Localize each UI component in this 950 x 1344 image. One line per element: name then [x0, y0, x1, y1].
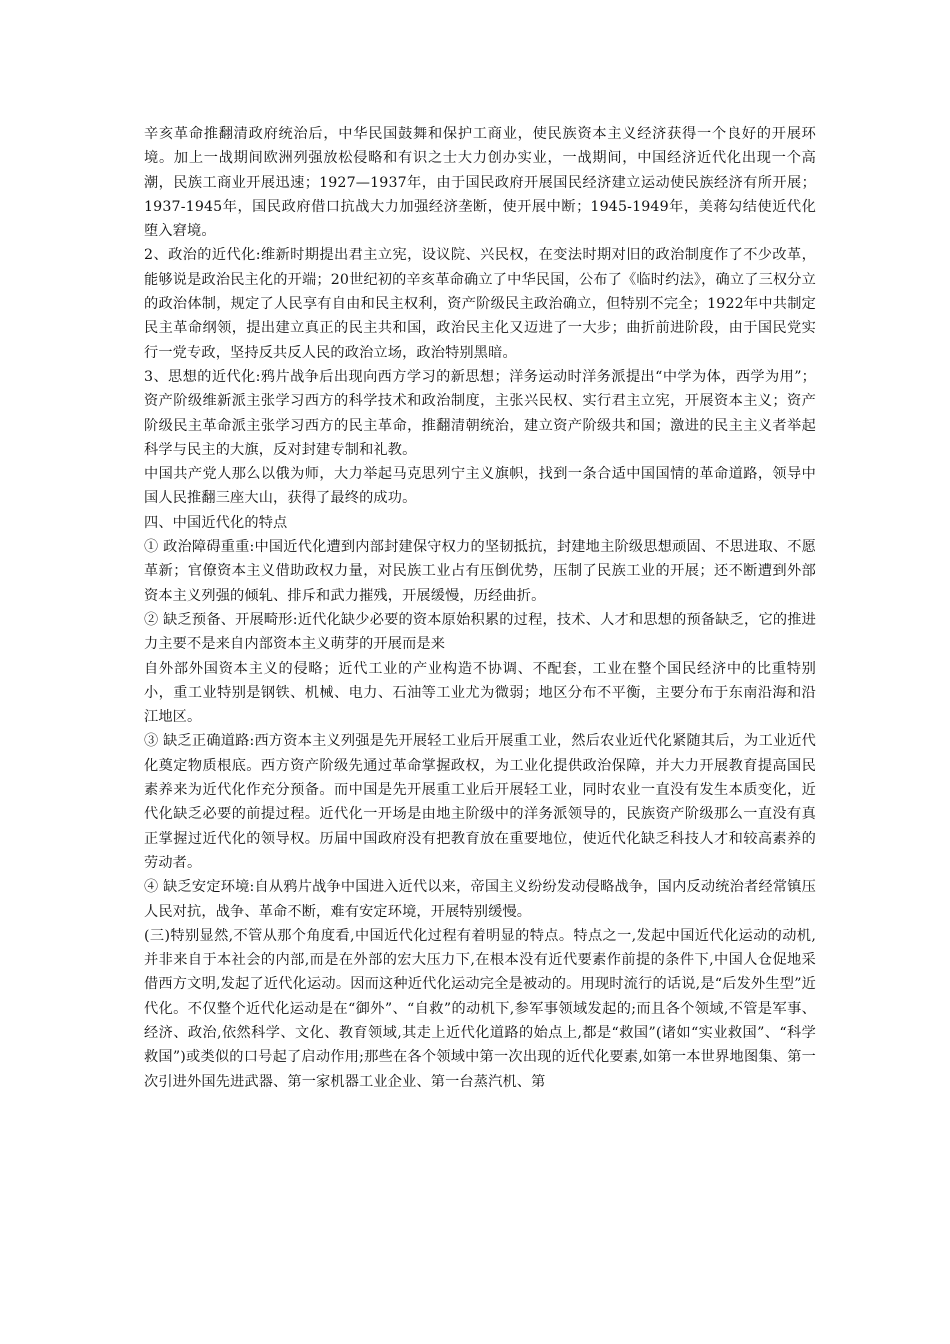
paragraph-political-obstacles: ① 政治障碍重重:中国近代化遭到内部封建保守权力的坚韧抵抗，封建地主阶级思想顽固、不思进取、不愿革新；官僚资本主义借助政权力量，对民族工业占有压倒优势，压制了民族工业的开展；还不断遭到外部资本主义列强的倾轧、排斥和武力摧残，开展缓慢，历经曲折。 — [144, 539, 816, 604]
paragraph-lack-of-preparation: ② 缺乏预备、开展畸形:近代化缺少必要的资本原始积累的过程，技术、人才和思想的预备缺乏，它的推进力主要不是来自内部资本主义萌芽的开展而是来 — [144, 611, 816, 653]
section-heading-characteristics: 四、中国近代化的特点 — [144, 514, 288, 531]
paragraph-communist-party: 中国共产党人那么以俄为师，大力举起马克思列宁主义旗帜，找到一条合适中国国情的革命道路，领导中国人民推翻三座大山，获得了最终的成功。 — [144, 466, 816, 507]
paragraph-political-modernization: 2、政治的近代化:维新时期提出君主立宪，设议院、兴民权，在变法时期对旧的政治制度作了不少改革，能够说是政治民主化的开端；20世纪初的辛亥革命确立了中华民国，公布了《临时约法》，确立了三权分立的政治体制，规定了人民享有自由和民主权利，资产阶级民主政治确立，但特别不完全；1922年中共制定民主革命纲领，提出建立真正的民主共和国，政治民主化又迈进了一大步；曲折前进阶段，由于国民党实行一党专政，坚持反共反人民的政治立场，政治特别黑暗。 — [144, 247, 816, 361]
paragraph-lack-of-correct-path: ③ 缺乏正确道路:西方资本主义列强是先开展轻工业后开展重工业，然后农业近代化紧随其后，为工业近代化奠定物质根底。西方资产阶级先通过革命掌握政权，为工业化提供政治保障，并大力开展教育提高国民素养来为近代化作充分预备。而中国是先开展重工业后开展轻工业，同时农业一直没有发生本质变化，近代化缺乏必要的前提过程。近代化一开场是由地主阶级中的洋务派领导的，民族资产阶级那么一直没有真正掌握过近代化的领导权。历届中国政府没有把教育放在重要地位，使近代化缺乏科技人才和较高素养的劳动者。 — [144, 733, 816, 871]
paragraph-lack-of-stability: ④ 缺乏安定环境:自从鸦片战争中国进入近代以来，帝国主义纷纷发动侵略战争，国内反动统治者经常镇压人民对抗，战争、革命不断，难有安定环境，开展特别缓慢。 — [144, 879, 816, 920]
paragraph-economic-modernization: 辛亥革命推翻清政府统治后，中华民国鼓舞和保护工商业，使民族资本主义经济获得一个良好的开展环境。加上一战期间欧洲列强放松侵略和有识之士大力创办实业，一战期间，中国经济近代化出现一个高潮，民族工商业开展迅速；1927—1937年，由于国民政府开展国民经济建立运动使民族经济有所开展；1937-1945年，国民政府借口抗战大力加强经济垄断，使开展中断；1945-1949年，美蒋勾结使近代化堕入窘境。 — [144, 126, 816, 240]
document-body — [144, 122, 816, 1094]
paragraph-ideological-modernization: 3、思想的近代化:鸦片战争后出现向西方学习的新思想；洋务运动时洋务派提出“中学为体，西学为用”；资产阶级维新派主张学习西方的科学技术和政治制度，主张兴民权、实行君主立宪，开展资本主义；资产阶级民主革命派主张学习西方的民主革命，推翻清朝统治，建立资产阶级共和国；激进的民主主义者举起科学与民主的大旗，反对封建专制和礼教。 — [144, 368, 816, 458]
paragraph-foreign-capital: 自外部外国资本主义的侵略；近代工业的产业构造不协调、不配套，工业在整个国民经济中的比重特别小，重工业特别是钢铁、机械、电力、石油等工业尤为微弱；地区分布不平衡，主要分布于东南沿海和沿江地区。 — [144, 660, 816, 726]
paragraph-obvious-features: (三)特别显然,不管从那个角度看,中国近代化过程有着明显的特点。特点之一,发起中国近代化运动的动机,并非来自于本社会的内部,而是在外部的宏大压力下,在根本没有近代要素作前提的条件下,中国人仓促地采借西方文明,发起了近代化运动。因而这种近代化运动完全是被动的。用现时流行的话说,是“后发外生型”近代化。不仅整个近代化运动是在“御外”、“自救”的动机下,参军事领域发起的;而且各个领域,不管是军事、经济、政治,依然科学、文化、教育领域,其走上近代化道路的始点上,都是“救国”(诸如“实业救国”、“科学救国”)或类似的口号起了启动作用;那些在各个领域中第一次出现的近代化要素,如第一本世界地图集、第一次引进外国先进武器、第一家机器工业企业、第一台蒸汽机、第 — [144, 927, 816, 1090]
